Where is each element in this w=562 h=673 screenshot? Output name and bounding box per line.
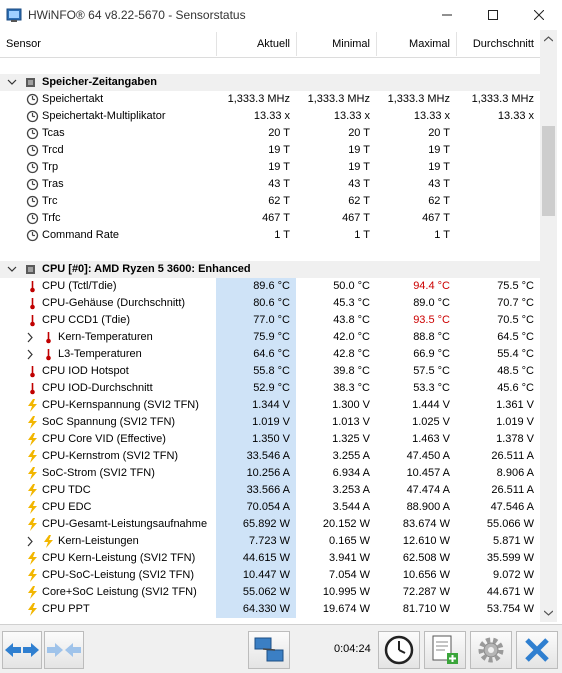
sensor-row[interactable] <box>0 448 540 465</box>
sensor-value-current: 55.8 °C <box>216 363 296 380</box>
sensor-row[interactable] <box>0 567 540 584</box>
sensor-value-maximum: 12.610 W <box>402 535 450 547</box>
collapse-chevron-icon[interactable] <box>6 261 18 278</box>
sensor-value-current: 55.062 W <box>216 584 296 601</box>
sensor-value-average: 35.599 W <box>486 552 534 564</box>
hwinfo-app-icon <box>6 7 22 23</box>
scroll-up-icon[interactable] <box>544 36 553 42</box>
expand-chevron-icon[interactable] <box>24 329 36 346</box>
column-header <box>0 30 540 58</box>
sensor-value-average: 1,333.3 MHz <box>471 93 534 105</box>
sensor-value-maximum: 10.457 A <box>406 467 450 479</box>
clock-icon <box>26 212 39 225</box>
sensor-value-maximum: 53.3 °C <box>413 382 450 394</box>
bottom-toolbar <box>0 624 562 673</box>
sensor-row[interactable] <box>0 397 540 414</box>
clock-icon <box>26 127 39 140</box>
column-sensor[interactable]: Sensor <box>6 38 41 50</box>
sensor-value-minimum: 1.300 V <box>332 399 370 411</box>
clock-icon <box>26 178 39 191</box>
sensor-name: Speichertakt <box>42 93 104 105</box>
sensor-value-average: 5.871 W <box>493 535 534 547</box>
sensor-name: CPU-Kernspannung (SVI2 TFN) <box>42 399 199 411</box>
sensor-value-minimum: 7.054 W <box>329 569 370 581</box>
sensor-name: Speichertakt-Multiplikator <box>42 110 166 122</box>
sensor-name: CPU-Gesamt-Leistungsaufnahme <box>42 518 208 530</box>
lightning-icon <box>42 535 55 548</box>
sensor-value-maximum: 43 T <box>428 178 450 190</box>
gear-icon <box>476 635 506 665</box>
sensor-value-maximum: 467 T <box>422 212 450 224</box>
sensor-value-maximum: 20 T <box>428 127 450 139</box>
sensor-name: Tcas <box>42 127 65 139</box>
sensor-value-minimum: 19 T <box>348 144 370 156</box>
network-button[interactable] <box>248 631 290 669</box>
sensor-value-maximum: 93.5 °C <box>413 314 450 326</box>
sensor-name: Trcd <box>42 144 64 156</box>
sensor-value-average: 53.754 W <box>486 603 534 615</box>
sensor-list[interactable] <box>0 58 540 622</box>
sensor-value-maximum: 1 T <box>434 229 450 241</box>
sensor-value-current: 1.344 V <box>216 397 296 414</box>
sensor-value-minimum: 1.325 V <box>332 433 370 445</box>
clock-icon <box>26 161 39 174</box>
sensor-row[interactable] <box>0 227 540 244</box>
lightning-icon <box>26 603 39 616</box>
lightning-icon <box>26 569 39 582</box>
sensor-value-average: 55.4 °C <box>497 348 534 360</box>
scrollbar-thumb[interactable] <box>542 126 555 216</box>
thermometer-icon <box>26 382 39 395</box>
vertical-scrollbar[interactable] <box>540 30 557 622</box>
sensor-value-average: 47.546 A <box>490 501 534 513</box>
thermometer-icon <box>26 297 39 310</box>
sensor-name: SoC-Strom (SVI2 TFN) <box>42 467 155 479</box>
sensor-value-maximum: 1.463 V <box>412 433 450 445</box>
sensor-name: CPU TDC <box>42 484 91 496</box>
column-current[interactable]: Aktuell <box>256 38 290 50</box>
sensor-name: Kern-Leistungen <box>58 535 139 547</box>
sensor-value-current: 20 T <box>268 127 290 139</box>
sensor-row[interactable] <box>0 312 540 329</box>
lightning-icon <box>26 450 39 463</box>
sensor-value-maximum: 88.900 A <box>406 501 450 513</box>
arrows-left-right-icon <box>5 641 39 659</box>
sensor-value-current: 467 T <box>262 212 290 224</box>
title-bar <box>0 0 562 30</box>
sensor-value-current: 64.6 °C <box>216 346 296 363</box>
sensor-value-current: 13.33 x <box>253 110 290 122</box>
thermometer-icon <box>42 348 55 361</box>
collapse-chevron-icon[interactable] <box>6 74 18 91</box>
sensor-value-maximum: 83.674 W <box>402 518 450 530</box>
collapse-expand-button[interactable] <box>44 631 84 669</box>
sensor-row[interactable] <box>0 499 540 516</box>
sensor-value-maximum: 1,333.3 MHz <box>387 93 450 105</box>
sensor-value-maximum: 19 T <box>428 144 450 156</box>
sensor-row[interactable] <box>0 380 540 397</box>
thermometer-icon <box>42 331 55 344</box>
chip-icon <box>24 76 37 89</box>
sensor-value-current: 1.350 V <box>216 431 296 448</box>
sensor-value-current: 89.6 °C <box>216 278 296 295</box>
sensor-name: CPU IOD-Durchschnitt <box>42 382 153 394</box>
sensor-value-minimum: 43 T <box>348 178 370 190</box>
sensor-value-minimum: 45.3 °C <box>333 297 370 309</box>
sensor-value-average <box>456 159 540 176</box>
sensor-value-average <box>456 210 540 227</box>
sensor-value-average <box>456 227 540 244</box>
column-average[interactable]: Durchschnitt <box>472 38 534 50</box>
sensor-value-minimum: 50.0 °C <box>333 280 370 292</box>
sensor-value-maximum: 1.444 V <box>412 399 450 411</box>
sensor-row[interactable] <box>0 125 540 142</box>
sensor-value-average: 70.7 °C <box>497 297 534 309</box>
settings-button[interactable] <box>470 631 512 669</box>
sensor-value-minimum: 20 T <box>348 127 370 139</box>
clock-icon <box>26 93 39 106</box>
sensor-name: L3-Temperaturen <box>58 348 142 360</box>
lightning-icon <box>26 399 39 412</box>
sensor-value-minimum: 39.8 °C <box>333 365 370 377</box>
sensor-value-average: 26.511 A <box>491 484 534 496</box>
sensor-value-average: 1.361 V <box>496 399 534 411</box>
sensor-row[interactable] <box>0 193 540 210</box>
sensor-row[interactable] <box>0 159 540 176</box>
sensor-name: SoC Spannung (SVI2 TFN) <box>42 416 176 428</box>
maximize-button[interactable] <box>470 0 516 30</box>
close-button[interactable] <box>516 0 562 30</box>
sensor-value-current: 10.447 W <box>216 567 296 584</box>
sensor-value-average: 26.511 A <box>491 450 534 462</box>
sensor-value-minimum: 42.8 °C <box>333 348 370 360</box>
sensor-row[interactable] <box>0 210 540 227</box>
sensor-row[interactable] <box>0 550 540 567</box>
sensor-value-minimum: 19 T <box>348 161 370 173</box>
sensor-value-current: 1 T <box>274 229 290 241</box>
sensor-value-average: 70.5 °C <box>497 314 534 326</box>
sensor-value-current: 19 T <box>268 161 290 173</box>
sensor-value-maximum: 47.474 A <box>406 484 450 496</box>
sensor-value-maximum: 13.33 x <box>413 110 450 122</box>
sensor-name: Tras <box>42 178 64 190</box>
sensor-group-label: Speicher-Zeitangaben <box>42 76 157 88</box>
sensor-value-average <box>456 176 540 193</box>
sensor-row[interactable] <box>0 278 540 295</box>
sensor-value-current: 77.0 °C <box>216 312 296 329</box>
sensor-name: CPU CCD1 (Tdie) <box>42 314 131 326</box>
sensor-name: Trc <box>42 195 58 207</box>
sensor-value-average <box>456 142 540 159</box>
scroll-down-icon[interactable] <box>544 610 553 616</box>
sensor-value-minimum: 3.941 W <box>329 552 370 564</box>
sensor-value-maximum: 62 T <box>428 195 450 207</box>
sensor-row[interactable] <box>0 329 540 346</box>
column-minimum[interactable]: Minimal <box>332 38 370 50</box>
sensor-name: Trfc <box>42 212 61 224</box>
close-icon <box>534 10 544 20</box>
sensor-name: Core+SoC Leistung (SVI2 TFN) <box>42 586 197 598</box>
lightning-icon <box>26 416 39 429</box>
close-x-icon <box>524 637 550 663</box>
sensor-value-current: 64.330 W <box>216 601 296 618</box>
sensor-value-maximum: 57.5 °C <box>413 365 450 377</box>
window-title: HWiNFO® 64 v8.22-5670 - Sensorstatus <box>28 8 246 22</box>
expand-chevron-icon[interactable] <box>24 533 36 550</box>
lightning-icon <box>26 433 39 446</box>
sensor-value-minimum: 1 T <box>354 229 370 241</box>
sensor-value-maximum: 19 T <box>428 161 450 173</box>
sensor-name: Trp <box>42 161 59 173</box>
sensor-group-header[interactable] <box>0 74 540 91</box>
sensor-name: CPU-SoC-Leistung (SVI2 TFN) <box>42 569 195 581</box>
sensor-row[interactable] <box>0 176 540 193</box>
sensor-value-current: 44.615 W <box>216 550 296 567</box>
sensor-row[interactable] <box>0 346 540 363</box>
sensor-value-average: 9.072 W <box>493 569 534 581</box>
reset-timer-button[interactable] <box>378 631 420 669</box>
sensor-row[interactable] <box>0 414 540 431</box>
sensor-value-average: 13.33 x <box>497 110 534 122</box>
sensor-name: CPU (Tctl/Tdie) <box>42 280 117 292</box>
sensor-row[interactable] <box>0 363 540 380</box>
sensor-value-minimum: 42.0 °C <box>333 331 370 343</box>
expand-chevron-icon[interactable] <box>24 346 36 363</box>
sensor-value-minimum: 0.165 W <box>329 535 370 547</box>
clock-icon <box>26 195 39 208</box>
sensor-row[interactable] <box>0 108 540 125</box>
sensor-name: CPU-Kernstrom (SVI2 TFN) <box>42 450 179 462</box>
network-computers-icon <box>253 635 285 665</box>
sensor-value-current: 70.054 A <box>216 499 296 516</box>
sensor-value-current: 43 T <box>268 178 290 190</box>
sensor-value-minimum: 38.3 °C <box>333 382 370 394</box>
sensor-group-label: CPU [#0]: AMD Ryzen 5 3600: Enhanced <box>42 263 251 275</box>
sensor-name: CPU PPT <box>42 603 90 615</box>
lightning-icon <box>26 484 39 497</box>
maximize-icon <box>488 10 498 20</box>
sensor-value-current: 65.892 W <box>216 516 296 533</box>
thermometer-icon <box>26 365 39 378</box>
sensor-value-current: 10.256 A <box>216 465 296 482</box>
sensor-value-average: 75.5 °C <box>497 280 534 292</box>
lightning-icon <box>26 518 39 531</box>
chip-icon <box>24 263 37 276</box>
sensor-value-current: 7.723 W <box>216 533 296 550</box>
sensor-value-current: 33.566 A <box>216 482 296 499</box>
sensor-row[interactable] <box>0 533 540 550</box>
logging-button[interactable] <box>424 631 466 669</box>
column-maximum[interactable]: Maximal <box>409 38 450 50</box>
sensor-row[interactable] <box>0 584 540 601</box>
sensor-value-maximum: 47.450 A <box>406 450 450 462</box>
sensor-value-maximum: 81.710 W <box>402 603 450 615</box>
sensor-value-maximum: 1.025 V <box>412 416 450 428</box>
sensor-value-current: 19 T <box>268 144 290 156</box>
sensor-value-maximum: 88.8 °C <box>413 331 450 343</box>
sensor-value-average: 1.019 V <box>496 416 534 428</box>
sensor-row[interactable] <box>0 465 540 482</box>
sensor-name: Command Rate <box>42 229 120 241</box>
sensor-value-average <box>456 125 540 142</box>
sensor-row[interactable] <box>0 91 540 108</box>
sensor-value-minimum: 43.8 °C <box>333 314 370 326</box>
sensor-value-current: 33.546 A <box>216 448 296 465</box>
clock-icon <box>26 144 39 157</box>
sensor-value-maximum: 62.508 W <box>402 552 450 564</box>
sensor-value-average: 55.066 W <box>486 518 534 530</box>
clock-icon <box>26 229 39 242</box>
arrows-collapse-icon <box>47 641 81 659</box>
lightning-icon <box>26 501 39 514</box>
sensor-value-minimum: 19.674 W <box>322 603 370 615</box>
sensor-value-minimum: 1.013 V <box>332 416 370 428</box>
thermometer-icon <box>26 314 39 327</box>
sensor-row[interactable] <box>0 516 540 533</box>
sensor-name: CPU Kern-Leistung (SVI2 TFN) <box>42 552 196 564</box>
sensor-row[interactable] <box>0 142 540 159</box>
sensor-value-average: 8.906 A <box>496 467 534 479</box>
sensor-name: CPU Core VID (Effective) <box>42 433 166 445</box>
sensor-row[interactable] <box>0 601 540 618</box>
add-log-file-icon <box>430 634 460 666</box>
sensor-value-minimum: 62 T <box>348 195 370 207</box>
sensor-name: CPU EDC <box>42 501 92 513</box>
sensor-value-minimum: 10.995 W <box>322 586 370 598</box>
sensor-value-average: 44.671 W <box>486 586 534 598</box>
sensor-name: Kern-Temperaturen <box>58 331 153 343</box>
sensor-value-current: 1.019 V <box>216 414 296 431</box>
sensor-name: CPU IOD Hotspot <box>42 365 129 377</box>
sensor-value-current: 52.9 °C <box>216 380 296 397</box>
clock-icon <box>26 110 39 123</box>
sensor-value-maximum: 72.287 W <box>402 586 450 598</box>
sensor-value-current: 62 T <box>268 195 290 207</box>
lightning-icon <box>26 552 39 565</box>
sensor-value-minimum: 467 T <box>342 212 370 224</box>
sensor-value-average: 64.5 °C <box>497 331 534 343</box>
sensor-value-average: 1.378 V <box>496 433 534 445</box>
sensor-value-average: 48.5 °C <box>497 365 534 377</box>
sensor-value-current: 1,333.3 MHz <box>227 93 290 105</box>
navigate-left-right-button[interactable] <box>2 631 42 669</box>
sensor-value-maximum: 94.4 °C <box>413 280 450 292</box>
lightning-icon <box>26 467 39 480</box>
minimize-button[interactable] <box>424 0 470 30</box>
sensor-group-header[interactable] <box>0 261 540 278</box>
sensor-row[interactable] <box>0 431 540 448</box>
clock-icon <box>383 634 415 666</box>
sensor-value-minimum: 3.253 A <box>332 484 370 496</box>
sensor-value-maximum: 66.9 °C <box>413 348 450 360</box>
sensor-value-minimum: 20.152 W <box>322 518 370 530</box>
sensor-value-average <box>456 193 540 210</box>
sensor-value-minimum: 1,333.3 MHz <box>307 93 370 105</box>
lightning-icon <box>26 586 39 599</box>
sensor-value-minimum: 3.255 A <box>332 450 370 462</box>
close-sensors-button[interactable] <box>516 631 558 669</box>
sensor-value-current: 75.9 °C <box>216 329 296 346</box>
sensor-row[interactable] <box>0 295 540 312</box>
sensor-value-minimum: 6.934 A <box>332 467 370 479</box>
sensor-value-maximum: 89.0 °C <box>413 297 450 309</box>
sensor-value-average: 45.6 °C <box>497 382 534 394</box>
elapsed-timer: 0:04:24 <box>334 643 371 655</box>
sensor-value-minimum: 3.544 A <box>332 501 370 513</box>
minimize-icon <box>442 10 452 20</box>
sensor-name: CPU-Gehäuse (Durchschnitt) <box>42 297 186 309</box>
sensor-value-current: 80.6 °C <box>216 295 296 312</box>
sensor-value-minimum: 13.33 x <box>333 110 370 122</box>
sensor-row[interactable] <box>0 482 540 499</box>
thermometer-icon <box>26 280 39 293</box>
sensor-value-maximum: 10.656 W <box>402 569 450 581</box>
